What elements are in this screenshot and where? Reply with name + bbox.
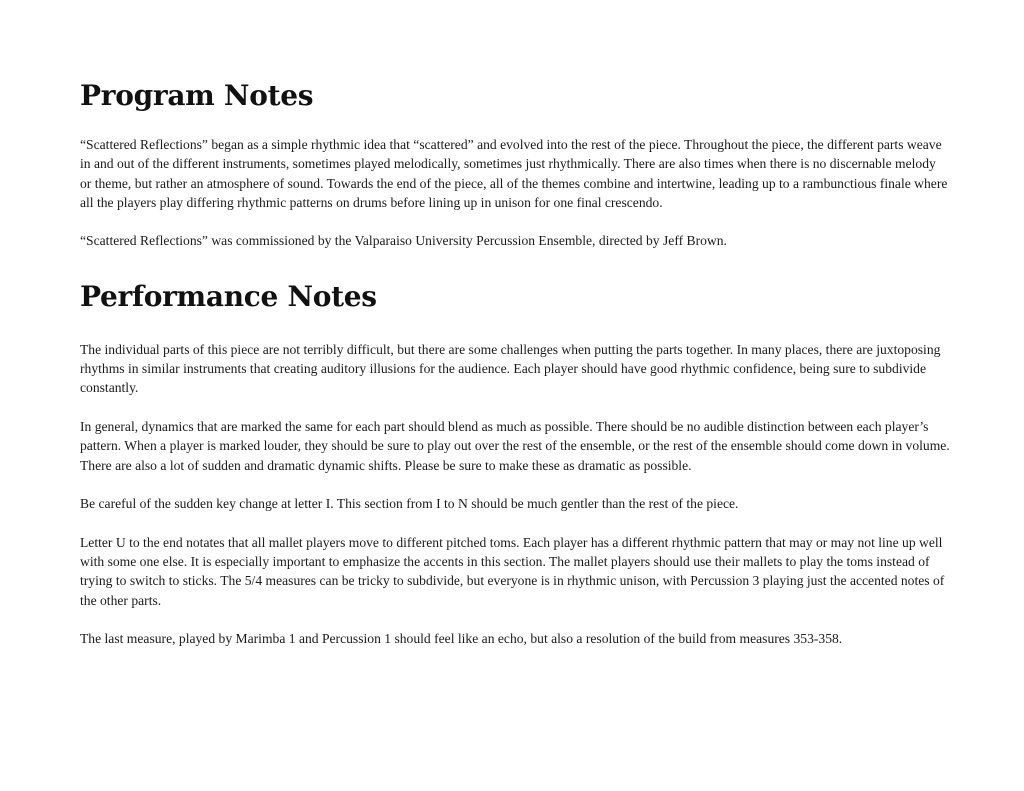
- performance-notes-paragraph: Be careful of the sudden key change at letter I. This section from I to N should be much gentler than the rest of the piece.: [80, 496, 739, 512]
- performance-notes-section: [80, 277, 950, 649]
- performance-notes-heading: Performance Notes: [80, 279, 377, 313]
- program-notes-section: [80, 76, 950, 251]
- performance-notes-paragraph: The last measure, played by Marimba 1 and Percussion 1 should feel like an echo, but also a resolution of the build from measures 353-358.: [80, 631, 843, 647]
- performance-notes-paragraph: Letter U to the end notates that all mallet players move to different pitched toms. Each player has a different rhythmic pattern that may or may not line up well with some one else. It is especially important to emphasize the accents in this section. The mallet players should use their mallets to play the toms instead of trying to switch to sticks. The 5/4 measures can be tricky to subdivide, but everyone is in rhythmic unison, with Percussion 3 playing just the accented notes of the other parts.: [80, 534, 945, 608]
- performance-notes-paragraph: The individual parts of this piece are not terribly difficult, but there are some challenges when putting the parts together. In many places, there are juxtoposing rhythms in similar instruments that creating auditory illusions for the audience. Each player should have good rhythmic confidence, being sure to subdivide constantly.: [80, 341, 941, 396]
- program-notes-paragraph: “Scattered Reflections” was commissioned by the Valparaiso University Percussion Ensemble, directed by Jeff Brown.: [80, 233, 727, 249]
- program-notes-heading: Program Notes: [80, 79, 314, 112]
- document-page: [80, 76, 950, 668]
- performance-notes-paragraph: In general, dynamics that are marked the same for each part should blend as much as possible. There should be no audible distinction between each player’s pattern. When a player is marked louder, they should be sure to play out over the rest of the ensemble, or the rest of the ensemble should come down in volume. There are also a lot of sudden and dramatic dynamic shifts. Please be sure to make these as dramatic as possible.: [80, 418, 950, 473]
- program-notes-paragraph: “Scattered Reflections” began as a simple rhythmic idea that “scattered” and evolved into the rest of the piece. Throughout the piece, the different parts weave in and out of the different instruments, sometimes played melodically, sometimes just rhythmically. There are also times when there is no discernable melody or theme, but rather an atmosphere of sound. Towards the end of the piece, all of the themes combine and intertwine, leading up to a rambunctious finale where all the players play differing rhythmic patterns on drums before lining up in unison for one final crescendo.: [80, 137, 948, 210]
